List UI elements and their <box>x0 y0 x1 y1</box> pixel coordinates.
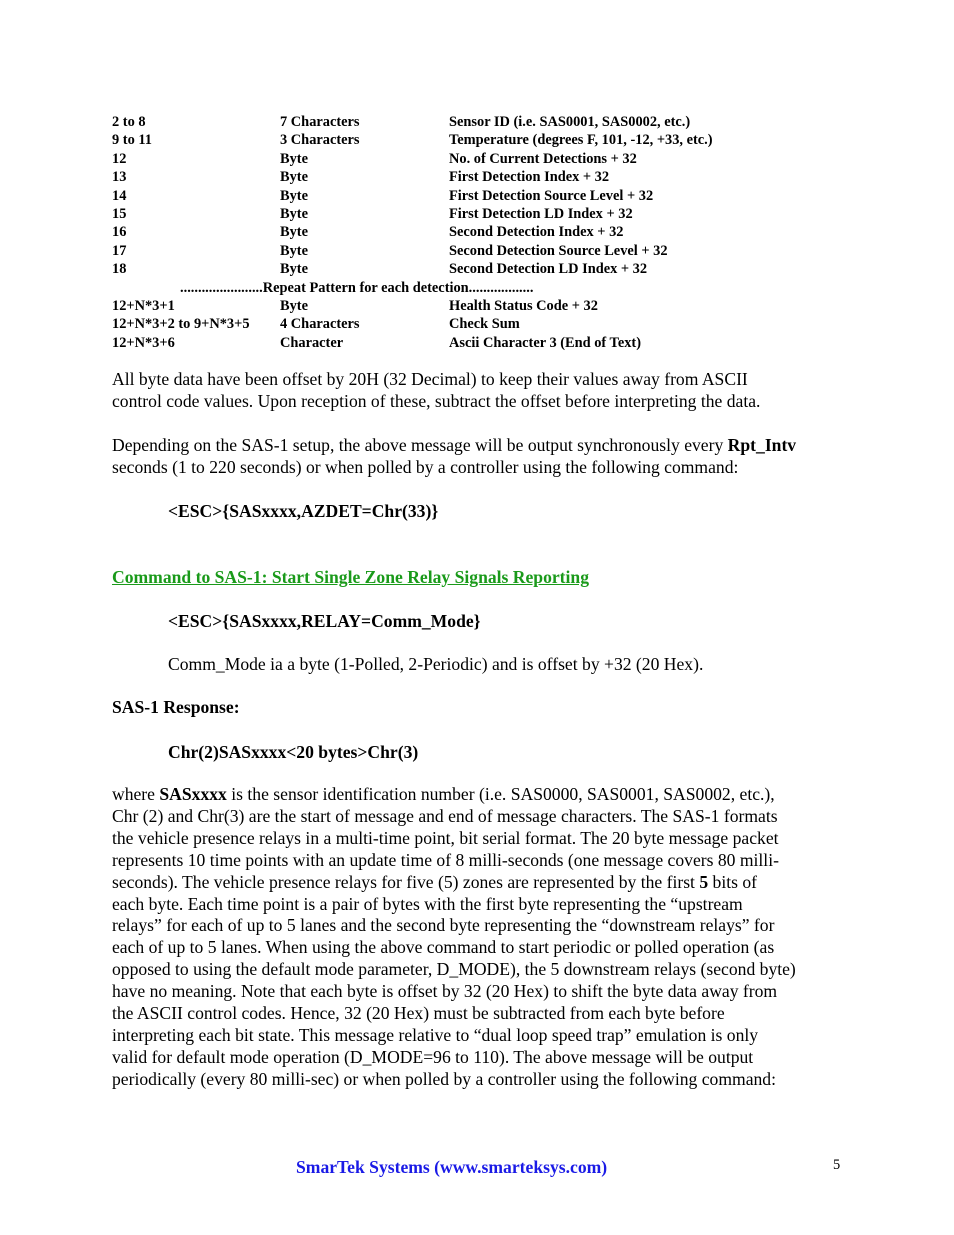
section-heading: Command to SAS-1: Start Single Zone Relay Signals Reporting <box>112 567 590 587</box>
comm-mode-note: Comm_Mode ia a byte (1-Polled, 2-Periodic) and is offset by +32 (20 Hex). <box>168 654 704 674</box>
table-row: 12+N*3+2 to 9+N*3+5 4 Characters Check Sum <box>112 316 520 333</box>
text-line: seconds). The vehicle presence relays for five (5) zones are represented by the first 5 bits of <box>112 871 758 892</box>
relay-description-paragraph <box>112 784 852 1091</box>
table-row: 12+N*3+1 Byte Health Status Code + 32 <box>112 297 598 314</box>
setup-paragraph: Depending on the SAS-1 setup, the above message will be output synchronously every Rpt_Intv seconds (1 to 220 seconds) or when polled by a controller using the following command: <box>112 435 797 477</box>
table-row: 14 Byte First Detection Source Level + 32 <box>112 187 654 204</box>
relay-command: <ESC>{SASxxxx,RELAY=Comm_Mode} <box>168 611 481 631</box>
table-row: 12 Byte No. of Current Detections + 32 <box>112 150 637 167</box>
repeat-pattern-row: .......................Repeat Pattern for each detection.................. <box>180 279 534 296</box>
response-label: SAS-1 Response: <box>112 697 240 717</box>
text-line: Chr (2) and Chr(3) are the start of message and end of message characters. The SAS-1 formats <box>112 805 778 826</box>
page-number: 5 <box>833 1157 841 1173</box>
text-line: periodically (every 80 milli-sec) or when polled by a controller using the following command: <box>112 1068 776 1089</box>
azdet-command: <ESC>{SASxxxx,AZDET=Chr(33)} <box>168 501 439 521</box>
footer-company-link[interactable]: SmarTek Systems (www.smarteksys.com) <box>296 1157 608 1177</box>
table-row: 18 Byte Second Detection LD Index + 32 <box>112 261 648 278</box>
table-row: 16 Byte Second Detection Index + 32 <box>112 224 624 241</box>
text-line: have no meaning. Note that each byte is offset by 32 (20 Hex) to shift the byte data away from <box>112 981 778 1002</box>
text-line: represents 10 time points with an update time of 8 milli-seconds (one message covers 80 milli- <box>112 849 779 870</box>
text-line: valid for default mode operation (D_MODE=96 to 110). The above message will be output <box>112 1046 754 1067</box>
response-format: Chr(2)SASxxxx<20 bytes>Chr(3) <box>168 742 419 762</box>
table-row: 17 Byte Second Detection Source Level + 32 <box>112 242 668 259</box>
text-line: where SASxxxx is the sensor identification number (i.e. SAS0000, SAS0001, SAS0002, etc.), <box>112 784 775 804</box>
table-row: 13 Byte First Detection Index + 32 <box>112 169 610 186</box>
text-line: interpreting each bit state. This message relative to “dual loop speed trap” emulation is only <box>112 1024 759 1045</box>
table-row: 15 Byte First Detection LD Index + 32 <box>112 205 633 222</box>
text-line: relays” for each of up to 5 lanes and the second byte representing the “downstream relays” for <box>112 915 775 936</box>
table-row: 9 to 11 3 Characters Temperature (degrees F, 101, -12, +33, etc.) <box>112 132 713 149</box>
message-format-table <box>112 113 852 352</box>
table-row: 2 to 8 7 Characters Sensor ID (i.e. SAS0001, SAS0002, etc.) <box>112 114 691 130</box>
text-line: the ASCII control codes. Hence, 32 (20 Hex) must be subtracted from each byte before <box>112 1003 725 1024</box>
offset-paragraph: All byte data have been offset by 20H (32 Decimal) to keep their values away from ASCII control code values. Upon reception of these, subtract the offset before interpreting the data. <box>112 369 761 411</box>
table-row: 12+N*3+6 Character Ascii Character 3 (End of Text) <box>112 334 641 351</box>
text-line: the vehicle presence relays in a multi-time point, bit serial format. The 20 byte message packet <box>112 827 779 848</box>
text-line: each byte. Each time point is a pair of bytes with the first byte representing the “upstream <box>112 893 743 914</box>
text-line: each of up to 5 lanes. When using the above command to start periodic or polled operation (as <box>112 937 775 958</box>
text-line: opposed to using the default mode parameter, D_MODE), the 5 downstream relays (second byte) <box>112 959 796 980</box>
